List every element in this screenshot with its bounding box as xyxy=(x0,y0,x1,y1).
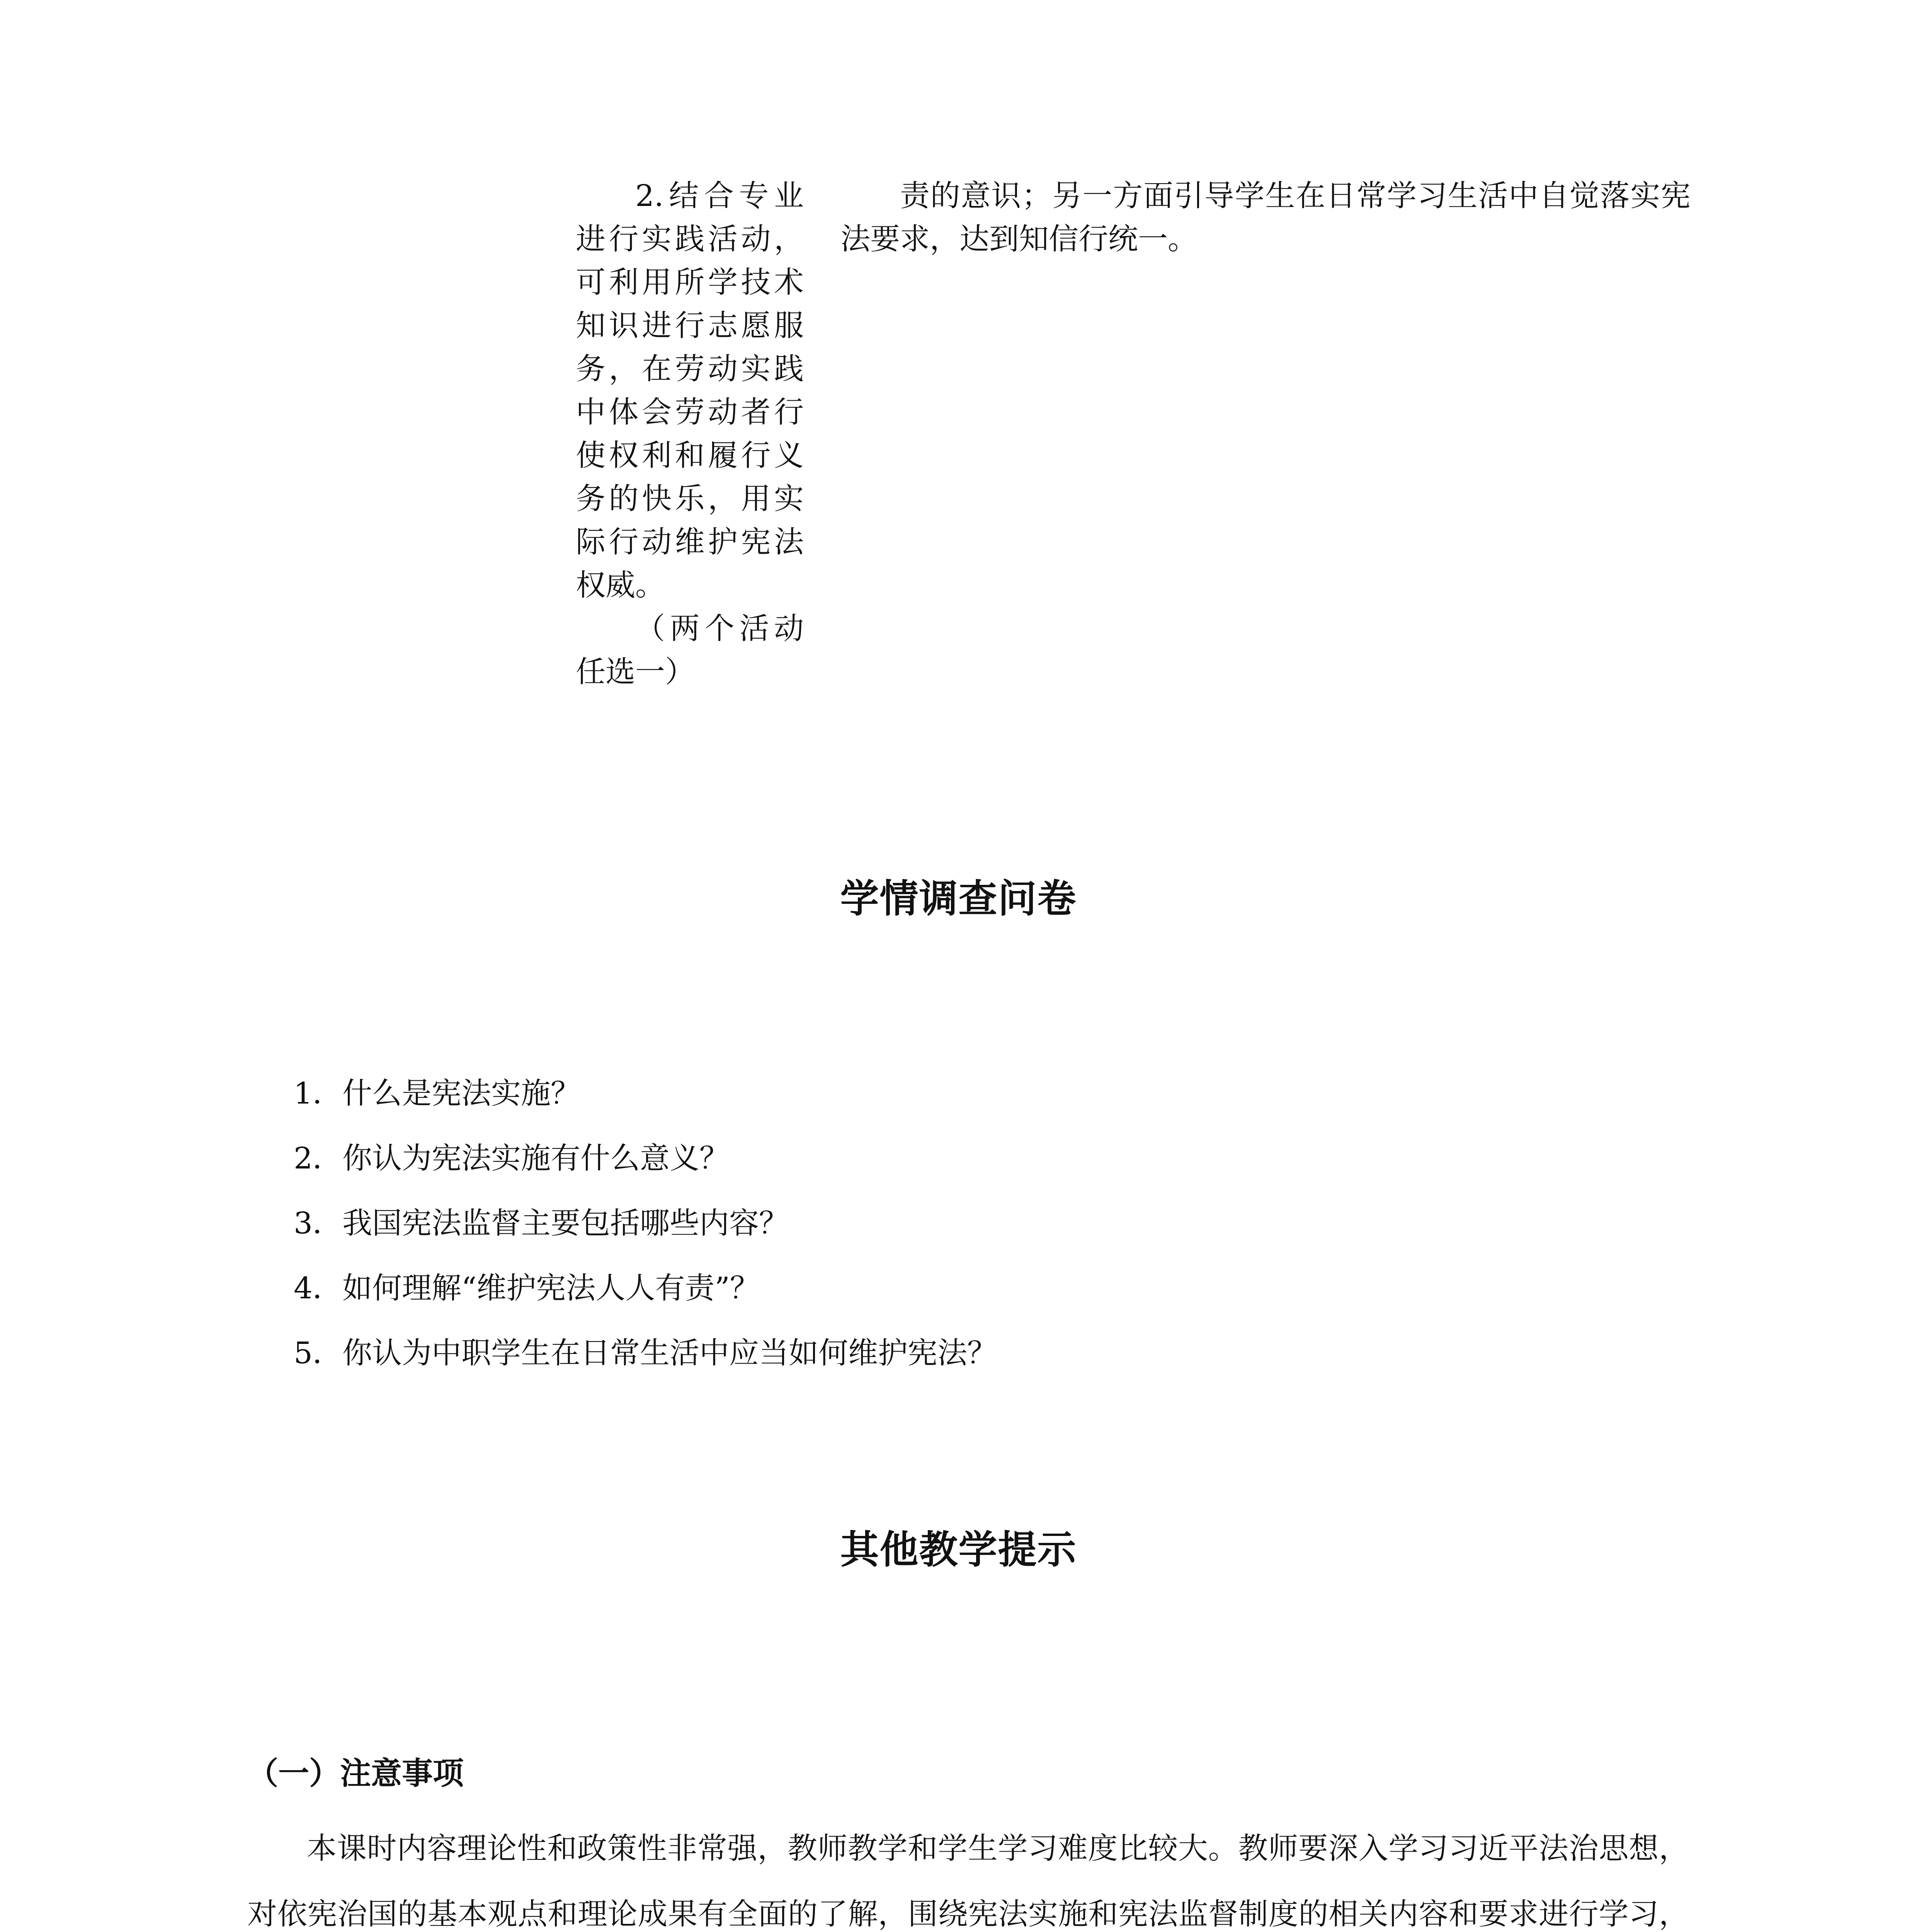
survey-question: 5．你认为中职学生在日常生活中应当如何维护宪法？ xyxy=(294,1336,997,1371)
survey-question: 4．如何理解“维护宪法人人有责”？ xyxy=(294,1271,760,1306)
survey-question: 3．我国宪法监督主要包括哪些内容？ xyxy=(294,1206,789,1241)
table-cell-purpose xyxy=(840,175,1691,261)
notes-paragraph: 本课时内容理论性和政策性非常强，教师教学和学生学习难度比较大。教师要深入学习习近平法治思想，对依宪治国的基本观点和理论成果有全面的了解，围绕宪法实施和宪法监督制度的相关内容和要求进行学习， xyxy=(247,1832,1689,1932)
survey-question-list xyxy=(294,1072,1685,1397)
notes-heading: （一）注意事项 xyxy=(247,1755,464,1791)
activity-choice-note: （两个活动任选一） xyxy=(576,612,804,689)
activity-text: 2.结合专业进行实践活动，可利用所学技术知识进行志愿服务，在劳动实践中体会劳动者行使权利和履行义务的快乐，用实际行动维护宪法权威。 xyxy=(576,179,804,603)
survey-title: 学情调查问卷 xyxy=(840,876,1077,921)
survey-question: 2．你认为宪法实施有什么意义？ xyxy=(294,1141,729,1176)
teaching-tips-title: 其他教学提示 xyxy=(840,1527,1077,1572)
table-cell-activity xyxy=(576,175,804,694)
purpose-text: 责的意识；另一方面引导学生在日常学习生活中自觉落实宪法要求，达到知信行统一。 xyxy=(840,179,1691,257)
survey-question: 1．什么是宪法实施？ xyxy=(294,1077,580,1111)
